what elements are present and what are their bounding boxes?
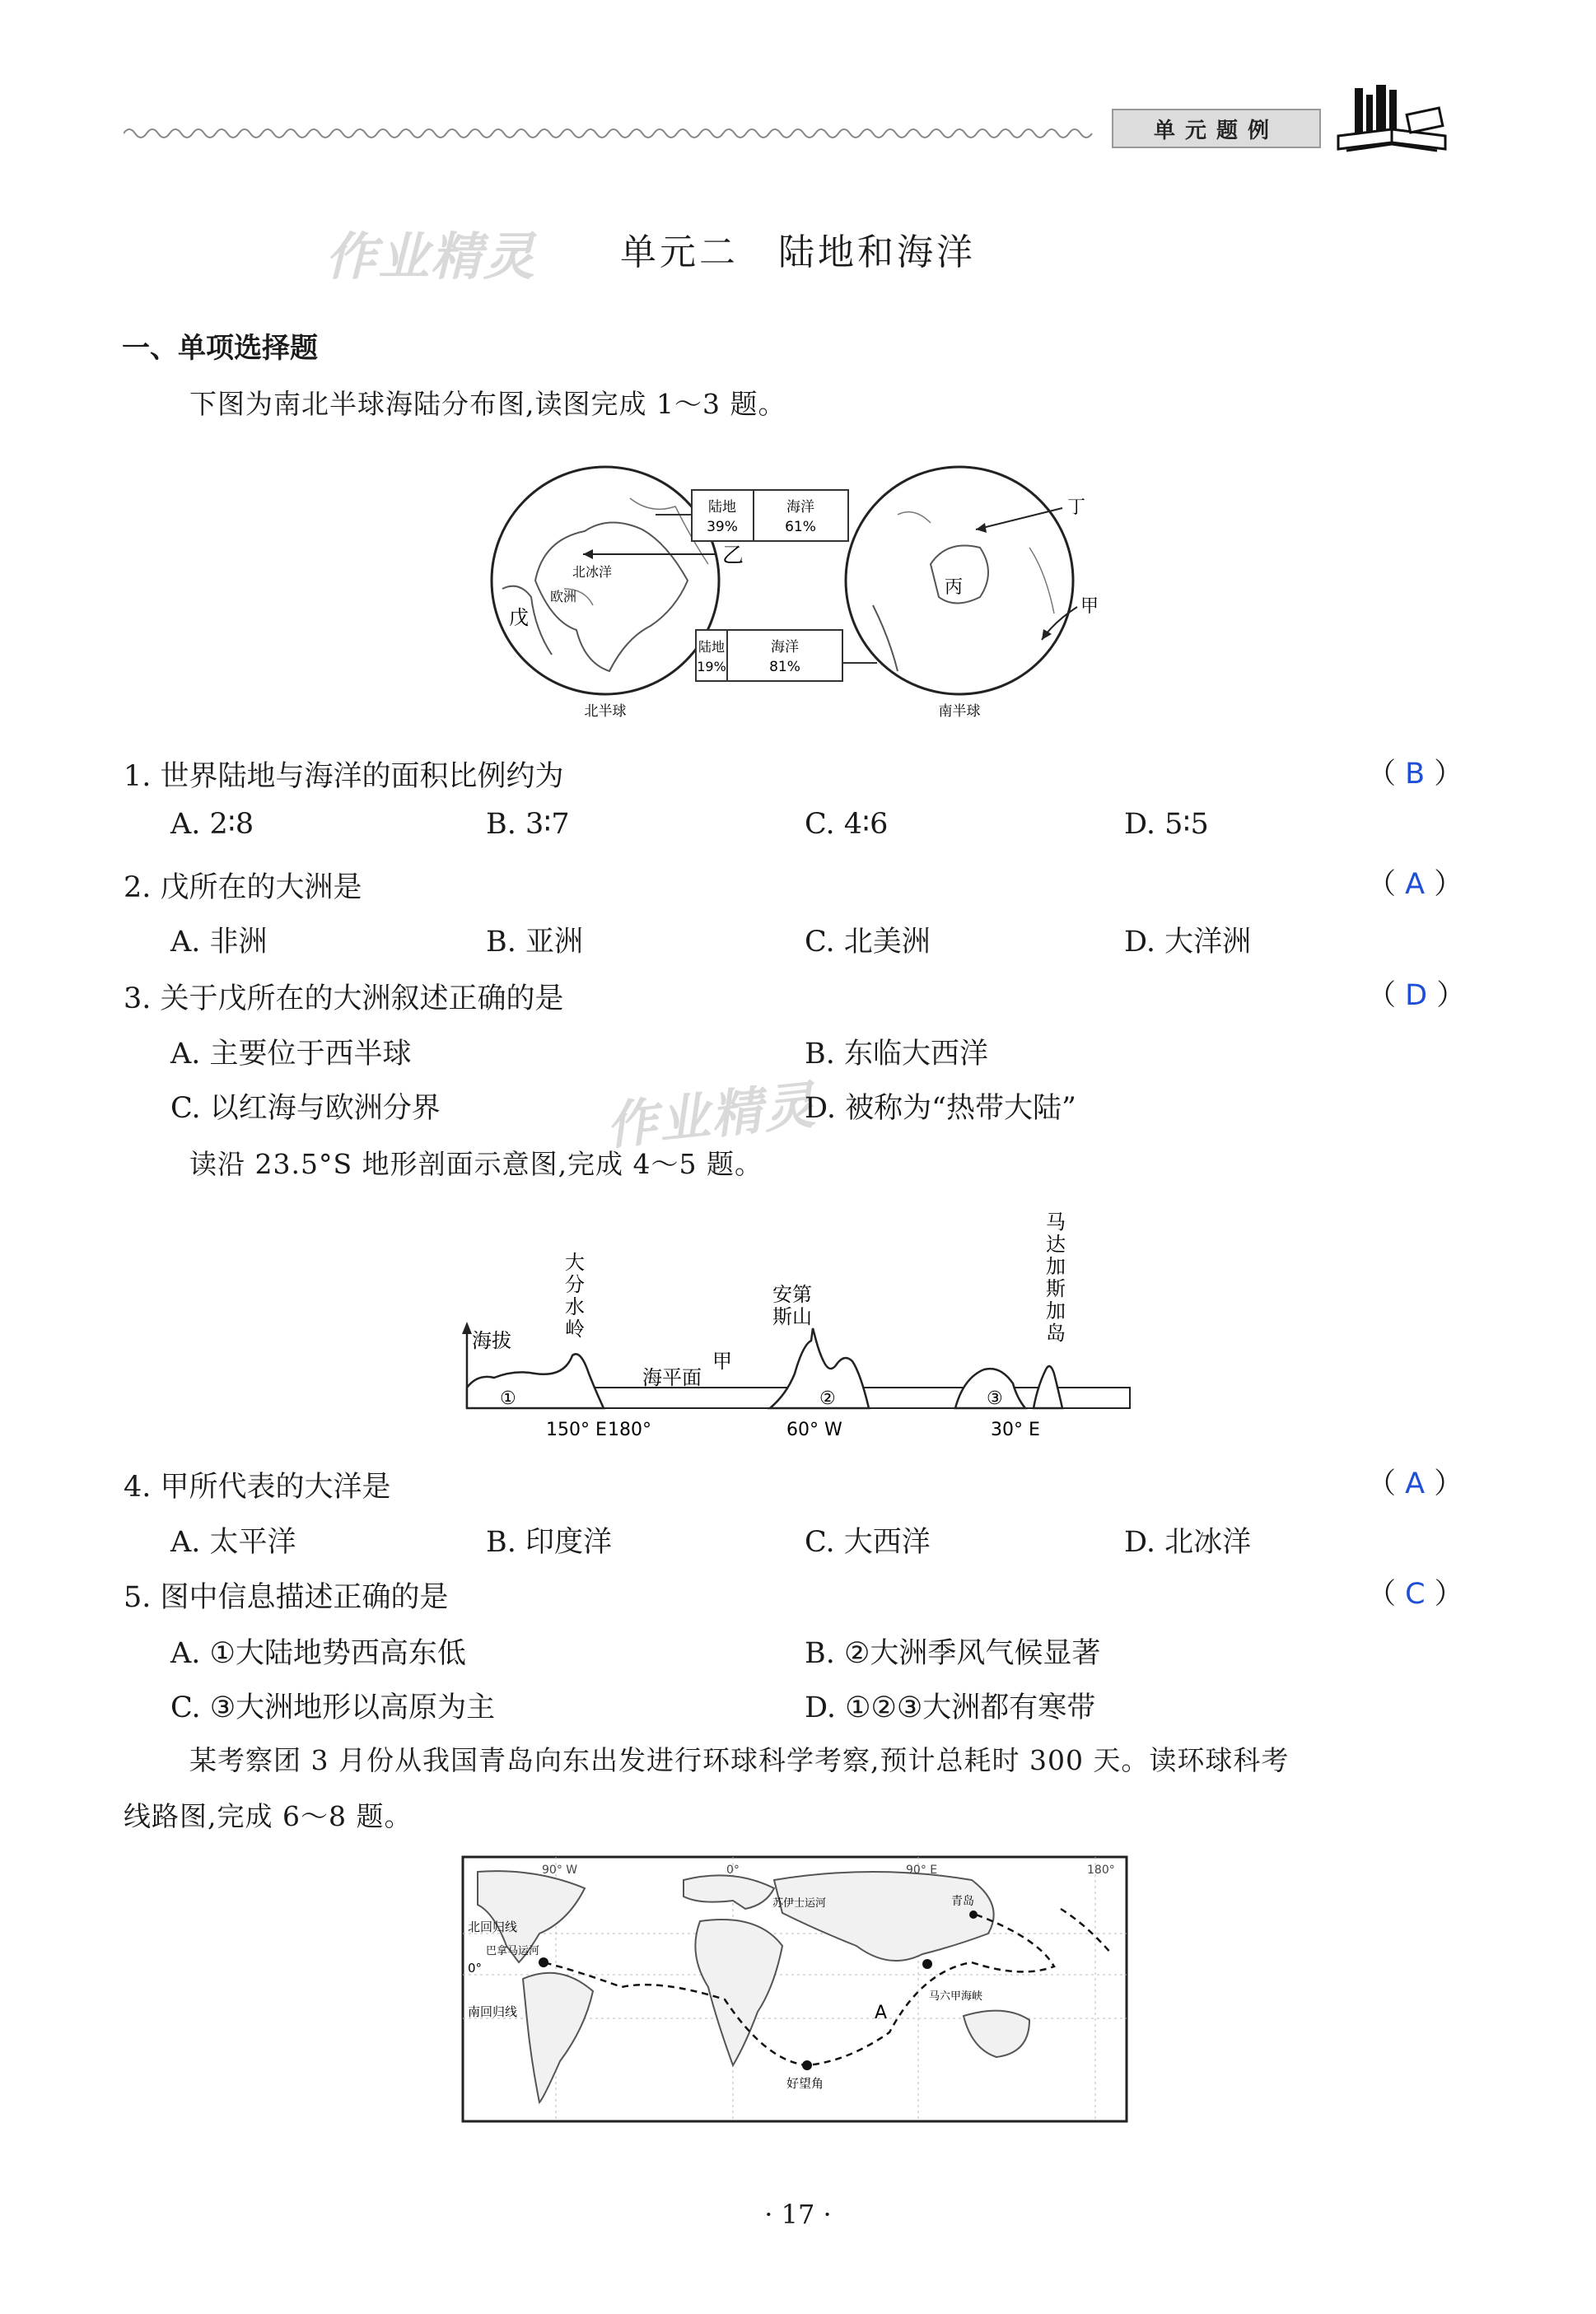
label-andes [772, 1283, 812, 1328]
south-land-label: 陆地 [698, 639, 726, 655]
option: D. ①②③大洲都有寒带 [805, 1691, 1096, 1724]
page-title: 单元二 陆地和海洋 [620, 231, 976, 273]
good-hope-point [802, 2060, 812, 2070]
equator: 0° [468, 1961, 483, 1976]
option: D. 北冰洋 [1124, 1526, 1252, 1559]
south-land-percent: 19% [697, 659, 726, 674]
south-sea-label: 海洋 [771, 639, 799, 655]
option: B. ②大洲季风气候显著 [805, 1637, 1101, 1670]
option: D. 5∶5 [1124, 808, 1209, 841]
lon-90w: 90° W [542, 1864, 578, 1877]
watermark: 作业精灵 [325, 226, 537, 287]
question-1-stem: 1. 世界陆地与海洋的面积比例约为 [124, 760, 564, 793]
unit-example-tag: 单元题例 [1112, 109, 1321, 148]
label-great-dividing-range [565, 1251, 585, 1341]
north-sea-label: 海洋 [786, 499, 814, 516]
svg-text:第: 第 [792, 1283, 812, 1306]
north-sea-percent: 61% [785, 519, 816, 535]
question-intro: 某考察团 3 月份从我国青岛向东出发进行环球科学考察,预计总耗时 300 天。读环球科考 [189, 1744, 1290, 1776]
lon-0: 0° [726, 1864, 740, 1877]
label-altitude: 海拔 [472, 1329, 511, 1352]
question-2-stem: 2. 戊所在的大洲是 [124, 871, 362, 904]
malacca-label: 马六甲海峡 [929, 1990, 983, 2003]
svg-text:斯: 斯 [772, 1305, 792, 1328]
label-sea-level: 海平面 [642, 1366, 702, 1389]
option: B. 3∶7 [486, 808, 570, 841]
malacca-point [922, 1959, 932, 1969]
label-yi: 乙 [722, 544, 744, 568]
option: B. 印度洋 [486, 1526, 612, 1559]
option: B. 亚洲 [486, 926, 583, 959]
north-hemisphere-caption: 北半球 [584, 703, 627, 720]
svg-text:加: 加 [1046, 1299, 1066, 1323]
option: C. 大西洋 [805, 1526, 931, 1559]
south-hemisphere-caption: 南半球 [938, 703, 981, 720]
svg-text:达: 达 [1046, 1233, 1066, 1256]
option: C. 北美洲 [805, 926, 931, 959]
question-1-answer: （ B ） [1367, 758, 1463, 791]
svg-text:水: 水 [565, 1295, 585, 1318]
hemisphere-figure [486, 465, 1136, 721]
label-arctic: 北冰洋 [572, 564, 613, 580]
north-land-label: 陆地 [708, 499, 736, 516]
continent-2: ② [819, 1388, 836, 1409]
question-5-stem: 5. 图中信息描述正确的是 [124, 1581, 449, 1614]
option: A. 主要位于西半球 [170, 1038, 412, 1071]
question-intro-continued: 线路图,完成 6～8 题。 [124, 1800, 413, 1832]
continent-3: ③ [987, 1388, 1003, 1409]
label-europe: 欧洲 [550, 589, 577, 604]
qingdao-point [969, 1910, 978, 1919]
lon-90e: 90° E [906, 1864, 938, 1877]
question-3-stem: 3. 关于戊所在的大洲叙述正确的是 [124, 982, 564, 1015]
svg-text:山: 山 [792, 1305, 812, 1328]
lon-180: 180° [608, 1420, 651, 1440]
svg-text:安: 安 [772, 1283, 792, 1306]
question-2-answer: （ A ） [1367, 868, 1463, 901]
option: D. 被称为“热带大陆” [805, 1092, 1076, 1125]
page-number: · 17 · [764, 2199, 832, 2230]
option: B. 东临大西洋 [805, 1038, 988, 1071]
question-3-answer: （ D ） [1367, 979, 1466, 1012]
world-route-map [461, 1855, 1128, 2123]
option: C. 以红海与欧洲分界 [170, 1092, 441, 1125]
question-5-answer: （ C ） [1367, 1578, 1463, 1611]
lon-30e: 30° E [991, 1420, 1040, 1440]
option: A. 太平洋 [170, 1526, 296, 1559]
question-4-stem: 4. 甲所代表的大洋是 [124, 1471, 391, 1504]
option: C. ③大洲地形以高原为主 [170, 1691, 496, 1724]
label-jia: 甲 [1080, 596, 1099, 617]
svg-text:岭: 岭 [565, 1318, 585, 1341]
watermark: 作业精灵 [603, 1074, 819, 1157]
question-4-answer: （ A ） [1367, 1467, 1463, 1500]
panama-point [539, 1957, 548, 1967]
continent-1: ① [500, 1388, 516, 1409]
north-hemisphere-circle [492, 467, 719, 694]
option: A. ①大陆地势西高东低 [170, 1637, 466, 1670]
header-wave-line [124, 124, 1095, 143]
section-heading: 一、单项选择题 [122, 332, 318, 365]
label-bing: 丙 [945, 577, 964, 598]
book-icon [1330, 78, 1454, 169]
svg-text:岛: 岛 [1046, 1322, 1066, 1345]
option: A. 非洲 [170, 926, 268, 959]
south-sea-percent: 81% [769, 659, 800, 675]
option: A. 2∶8 [170, 808, 254, 841]
suez-canal: 苏伊士运河 [772, 1897, 827, 1910]
svg-text:斯: 斯 [1046, 1277, 1066, 1300]
label-ding: 丁 [1067, 497, 1086, 518]
terrain-profile-figure [457, 1209, 1149, 1448]
tropic-of-cancer: 北回归线 [468, 1920, 518, 1934]
svg-text:加: 加 [1046, 1255, 1066, 1278]
option: D. 大洋洲 [1124, 926, 1252, 959]
lon-150e: 150° E [546, 1420, 607, 1440]
question-intro: 下图为南北半球海陆分布图,读图完成 1～3 题。 [189, 388, 786, 420]
tropic-of-capricorn: 南回归线 [468, 2004, 518, 2019]
panama-canal: 巴拿马运河 [486, 1945, 540, 1957]
label-wu: 戊 [509, 606, 529, 629]
label-a: A [875, 2003, 888, 2023]
label-madagascar [1046, 1211, 1066, 1345]
north-land-percent: 39% [707, 519, 738, 535]
good-hope-label: 好望角 [786, 2076, 824, 2091]
svg-text:大: 大 [565, 1251, 585, 1274]
option: C. 4∶6 [805, 808, 889, 841]
question-intro: 读沿 23.5°S 地形剖面示意图,完成 4～5 题。 [189, 1148, 763, 1180]
lon-180: 180° [1087, 1864, 1115, 1877]
label-jia: 甲 [712, 1350, 732, 1373]
svg-text:分: 分 [565, 1273, 585, 1296]
qingdao-label: 青岛 [951, 1895, 974, 1908]
svg-text:马: 马 [1046, 1211, 1066, 1234]
lon-60w: 60° W [786, 1420, 842, 1440]
